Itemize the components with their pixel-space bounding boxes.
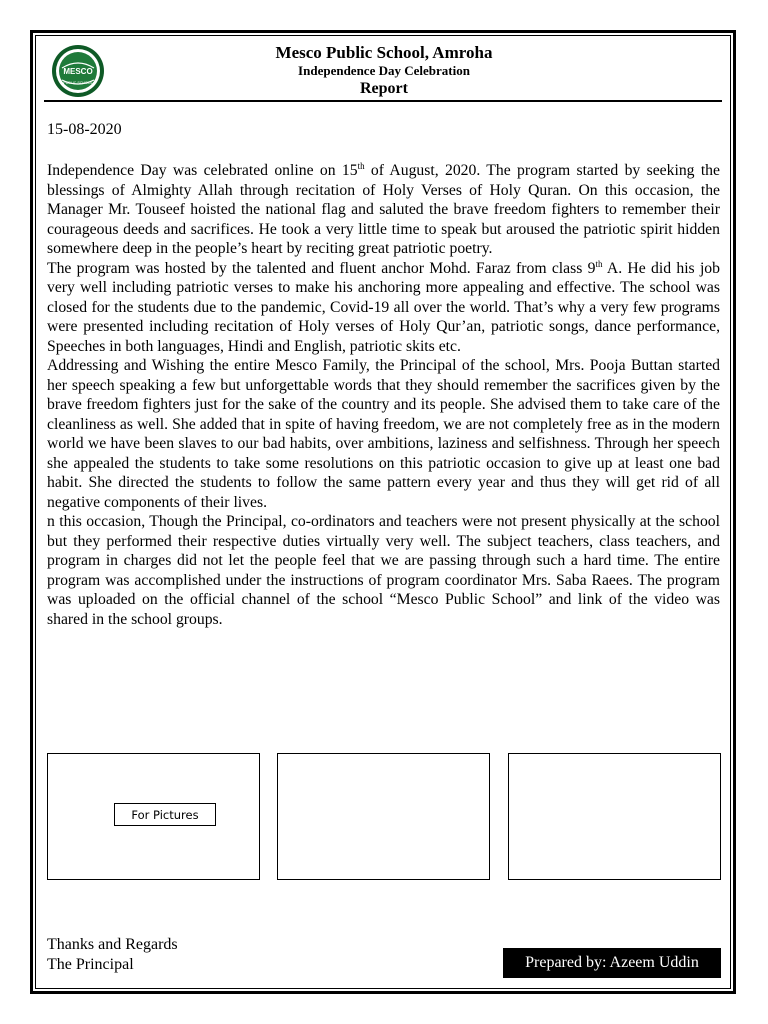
closing-regards: Thanks and Regards <box>47 936 178 953</box>
paragraph-2-text-a: The program was hosted by the talented and fluent anchor Mohd. Faraz from class 9 <box>47 259 596 277</box>
school-name: Mesco Public School, Amroha <box>275 43 493 62</box>
paragraph-1-text-b: of August, 2020. The program started by seeking the blessings of Almighty Allah through recitation of Holy Verses of Holy Quran. On this occasion, the Manager Mr. Touseef hoisted the national flag and saluted the brave freedom fighters to remember their courageous deeds and sacrifices. He took a very little time to speak but aroused the patriotic spirit hidden somewhere deep in the people’s heart by reciting great patriotic poetry. <box>47 162 720 257</box>
event-title: Independence Day Celebration <box>298 63 470 78</box>
closing-signature <box>47 935 178 975</box>
paragraph-4: n this occasion, Though the Principal, co-ordinators and teachers were not present physically at the school but they performed their respective duties virtually very well. The subject teachers, class teachers, and program in charges did not let the people feel that we are passing through such a hard time. The entire program was accomplished under the instructions of program coordinator Mrs. Saba Raees. The program was uploaded on the official channel of the school “Mesco Public School” and link of the video was shared in the school groups. <box>47 513 720 628</box>
picture-box-2 <box>277 753 490 880</box>
logo-subtext: PUBLIC SCHOOL <box>63 81 93 85</box>
header-divider <box>44 100 722 102</box>
report-title: Report <box>360 80 408 97</box>
prepared-by-label: Prepared by: Azeem Uddin <box>503 948 721 978</box>
paragraph-1-text-a: Independence Day was celebrated online on 15 <box>47 162 358 179</box>
logo-text: MESCO <box>63 67 93 76</box>
paragraph-3: Addressing and Wishing the entire Mesco Family, the Principal of the school, Mrs. Pooja Buttan started her speech speaking a few but unforgettable words that they should remember the sacrifices given by the brave freedom fighters just for the sake of the country and its people. She advised them to take care of the cleanliness as well. She added that in spite of having freedom, we are not completely free as in the modern world we have been slaves to our bad habits, over ambitions, laziness and selfishness. Through her speech she appealed the students to take some resolutions on this patriotic occasion to give up at least one bad habit. She directed the students to follow the same pattern every year and thus they will get rid of all negative components of their lives. <box>47 357 720 511</box>
closing-signatory: The Principal <box>47 956 134 973</box>
paragraph-1 <box>47 161 720 259</box>
report-header <box>40 43 728 99</box>
report-body <box>47 161 720 629</box>
paragraph-2-text-b: A. He did his job very well including patriotic verses to make his anchoring more appealing and effective. The school was closed for the students due to the pandemic, Covid-19 all over the world. That’s why a very few programs were presented including recitation of Holy verses of Holy Qur’an, patriotic songs, dance performance, Speeches in both languages, Hindi and English, patriotic skits etc. <box>47 259 720 355</box>
picture-box-3 <box>508 753 721 880</box>
paragraph-2-sup: th <box>595 258 603 269</box>
paragraph-2 <box>47 259 720 357</box>
picture-box-1 <box>47 753 260 880</box>
report-date: 15-08-2020 <box>47 121 122 138</box>
paragraph-1-sup: th <box>357 160 365 171</box>
picture-placeholder-label: For Pictures <box>114 803 216 826</box>
